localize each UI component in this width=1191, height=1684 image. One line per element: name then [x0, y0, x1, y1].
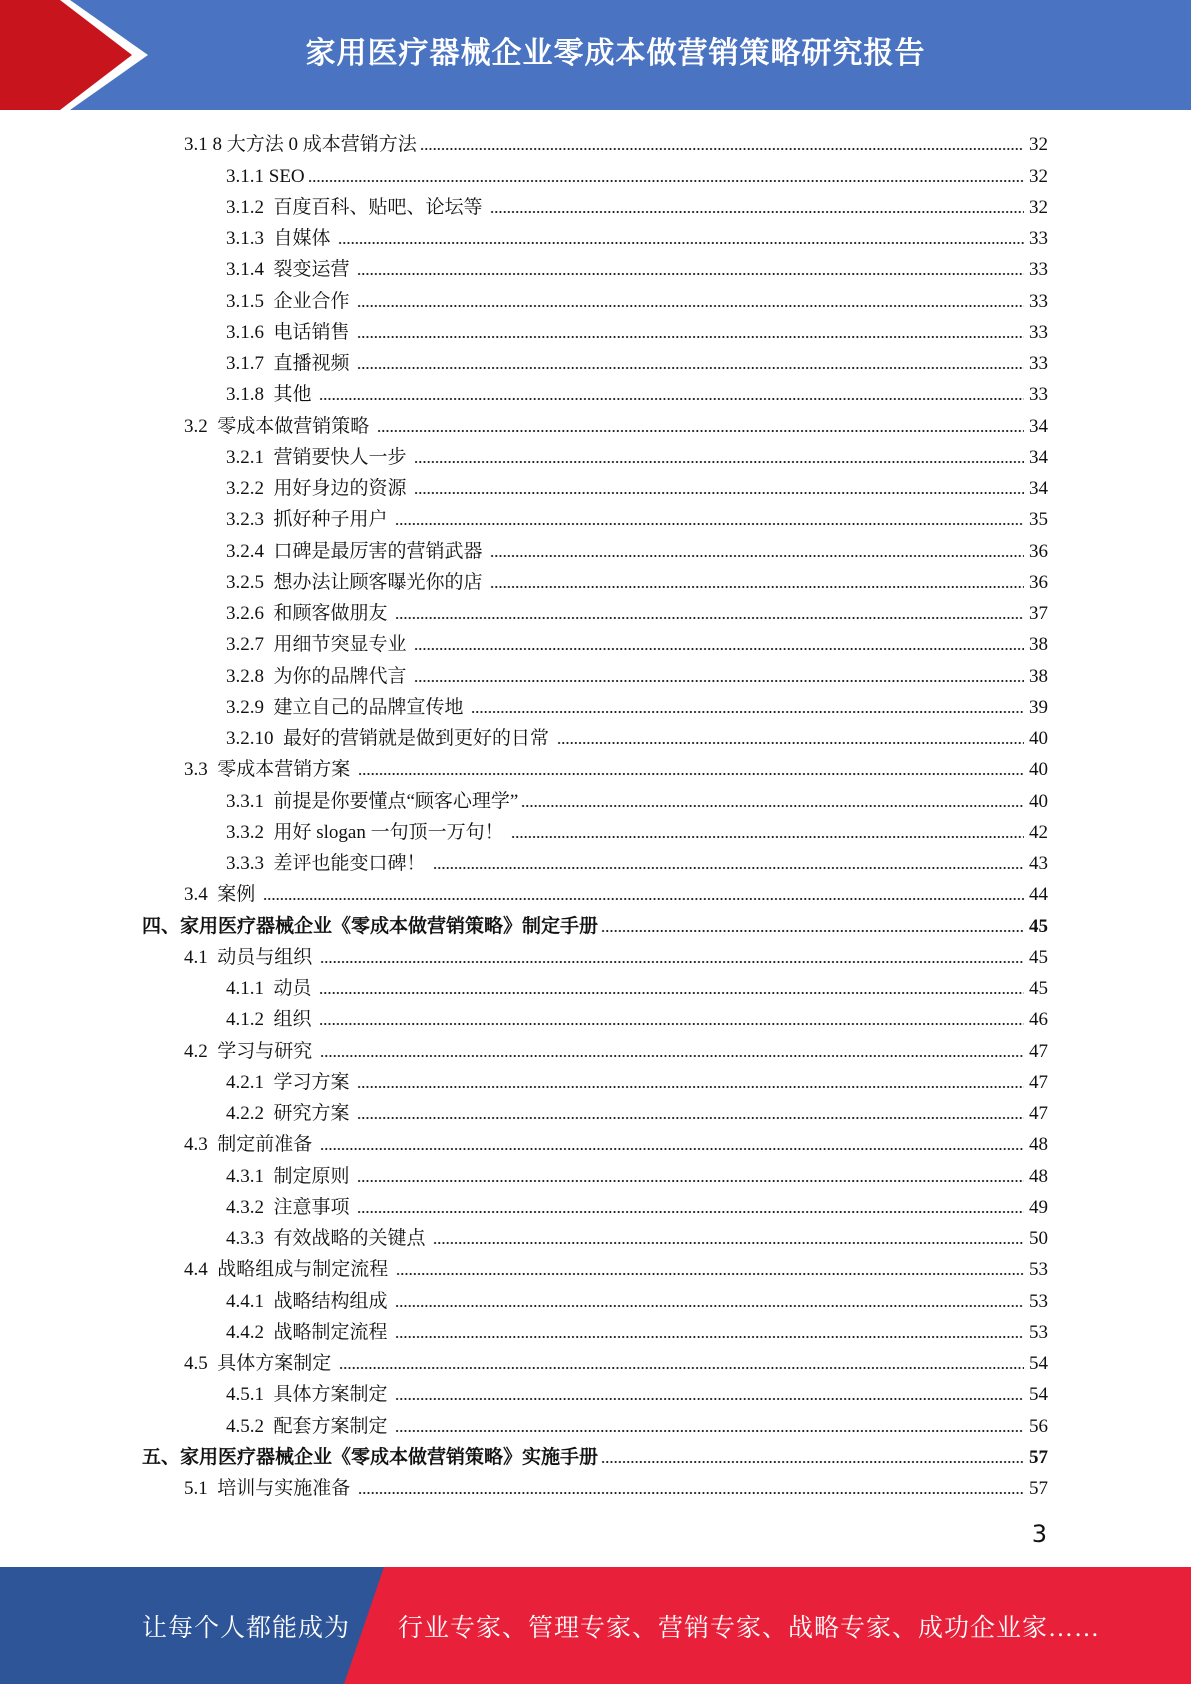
dot-leader — [319, 1022, 1024, 1026]
header-arrow-decoration — [0, 0, 160, 110]
toc-entry[interactable] — [142, 908, 1048, 939]
toc-entry-page: 33 — [1029, 228, 1048, 249]
dot-leader — [263, 897, 1024, 901]
toc-entry[interactable] — [142, 1315, 1048, 1346]
toc-entry[interactable] — [142, 815, 1048, 846]
dot-leader — [414, 460, 1024, 464]
dot-leader — [395, 616, 1024, 620]
toc-entry-page: 50 — [1029, 1228, 1048, 1249]
dot-leader — [601, 929, 1024, 933]
toc-entry-title: 4.3.3 有效战略的关键点 — [226, 1228, 431, 1249]
toc-entry[interactable] — [142, 440, 1048, 471]
toc-entry-title: 4.5 具体方案制定 — [184, 1353, 337, 1374]
page-header — [0, 0, 1191, 110]
dot-leader — [357, 1116, 1024, 1120]
dot-leader — [433, 866, 1024, 870]
dot-leader — [358, 772, 1024, 776]
toc-entry-title: 3.2.3 抓好种子用户 — [226, 509, 393, 531]
toc-entry-title: 3.2.4 口碑是最厉害的营销武器 — [226, 540, 488, 562]
toc-entry-page: 32 — [1029, 196, 1048, 218]
toc-entry-page: 48 — [1029, 1134, 1048, 1156]
toc-entry-page: 47 — [1029, 1071, 1048, 1093]
toc-entry-page: 40 — [1029, 790, 1048, 812]
dot-leader — [490, 554, 1024, 558]
dot-leader — [377, 429, 1024, 433]
toc-entry[interactable] — [142, 565, 1048, 596]
toc-entry-title: 3.3.2 用好 slogan 一句顶一万句！ — [226, 821, 509, 843]
toc-entry-title: 4.2.2 研究方案 — [226, 1103, 355, 1124]
dot-leader — [490, 585, 1024, 589]
dot-leader — [357, 366, 1024, 370]
footer-slogan-lead: 让每个人都能成为 — [142, 1614, 351, 1642]
toc-entry-page: 56 — [1029, 1415, 1048, 1437]
toc-entry-page: 45 — [1029, 978, 1048, 999]
toc-entry-page: 46 — [1029, 1009, 1048, 1031]
dot-leader — [471, 710, 1024, 714]
toc-entry[interactable] — [142, 1346, 1048, 1377]
table-of-contents — [142, 127, 1048, 1502]
toc-entry-title: 3.1.1 SEO — [226, 165, 305, 187]
dot-leader — [357, 1210, 1024, 1214]
dot-leader — [320, 1147, 1024, 1151]
dot-leader — [319, 991, 1024, 995]
toc-entry[interactable] — [142, 252, 1048, 283]
toc-entry[interactable] — [142, 502, 1048, 533]
toc-entry[interactable] — [142, 1252, 1048, 1283]
toc-entry[interactable] — [142, 315, 1048, 346]
footer-slogan-roles: 行业专家、管理专家、营销专家、战略专家、成功企业家…… — [398, 1614, 1101, 1642]
dot-leader — [395, 1304, 1024, 1308]
toc-entry-page: 35 — [1029, 509, 1048, 531]
toc-entry-page: 54 — [1029, 1353, 1048, 1374]
toc-entry-title: 3.1 8 大方法 0 成本营销方法 — [184, 134, 417, 156]
toc-entry-title: 3.2.9 建立自己的品牌宣传地 — [226, 696, 469, 718]
toc-entry-page: 36 — [1029, 571, 1048, 593]
dot-leader — [357, 335, 1024, 339]
toc-entry-page: 37 — [1029, 603, 1048, 624]
toc-entry-page: 33 — [1029, 259, 1048, 281]
toc-entry[interactable] — [142, 690, 1048, 721]
toc-entry-page: 49 — [1029, 1196, 1048, 1218]
toc-entry-page: 34 — [1029, 478, 1048, 499]
toc-entry-title: 3.2.10 最好的营销就是做到更好的日常 — [226, 728, 554, 749]
toc-entry[interactable] — [142, 1221, 1048, 1252]
dot-leader — [338, 241, 1024, 245]
dot-leader — [433, 1241, 1024, 1245]
toc-entry-page: 33 — [1029, 353, 1048, 374]
toc-entry[interactable] — [142, 1283, 1048, 1314]
dot-leader — [420, 147, 1024, 151]
toc-entry-page: 39 — [1029, 696, 1048, 718]
page-number: 3 — [1031, 1520, 1047, 1548]
toc-entry-page: 40 — [1029, 728, 1048, 749]
toc-entry[interactable] — [142, 783, 1048, 814]
toc-entry-page: 53 — [1029, 1290, 1048, 1312]
dot-leader — [320, 960, 1024, 964]
dot-leader — [557, 741, 1024, 745]
toc-entry[interactable] — [142, 940, 1048, 971]
toc-entry[interactable] — [142, 1471, 1048, 1502]
dot-leader — [521, 804, 1024, 808]
toc-entry-page: 47 — [1029, 1040, 1048, 1062]
toc-entry-title: 3.3 零成本营销方案 — [184, 759, 356, 781]
dot-leader — [396, 1272, 1024, 1276]
dot-leader — [339, 1366, 1024, 1370]
toc-entry[interactable] — [142, 877, 1048, 908]
toc-entry-title: 3.1.4 裂变运营 — [226, 259, 355, 281]
toc-entry[interactable] — [142, 971, 1048, 1002]
toc-entry[interactable] — [142, 1096, 1048, 1127]
toc-entry-page: 40 — [1029, 759, 1048, 781]
toc-entry-page: 47 — [1029, 1103, 1048, 1124]
toc-entry-title: 3.1.7 直播视频 — [226, 353, 355, 374]
toc-entry-page: 33 — [1029, 384, 1048, 406]
toc-entry-title: 五、家用医疗器械企业《零成本做营销策略》实施手册 — [142, 1446, 599, 1468]
toc-entry[interactable] — [142, 1408, 1048, 1439]
toc-entry-title: 4.1.1 动员 — [226, 978, 317, 999]
toc-entry-title: 4.5.1 具体方案制定 — [226, 1384, 393, 1406]
toc-entry-page: 54 — [1029, 1384, 1048, 1406]
toc-entry-title: 3.2.5 想办法让顾客曝光你的店 — [226, 571, 488, 593]
toc-entry[interactable] — [142, 283, 1048, 314]
dot-leader — [358, 1491, 1024, 1495]
toc-entry-page: 32 — [1029, 165, 1048, 187]
toc-entry-title: 3.2.7 用细节突显专业 — [226, 634, 412, 656]
toc-entry-page: 33 — [1029, 290, 1048, 312]
toc-entry[interactable] — [142, 627, 1048, 658]
toc-entry-page: 42 — [1029, 821, 1048, 843]
toc-entry-title: 3.1.8 其他 — [226, 384, 317, 406]
dot-leader — [395, 1335, 1024, 1339]
toc-entry[interactable] — [142, 846, 1048, 877]
toc-entry-title: 3.1.5 企业合作 — [226, 290, 355, 312]
toc-entry-page: 34 — [1029, 415, 1048, 437]
toc-entry-page: 38 — [1029, 634, 1048, 656]
toc-entry[interactable] — [142, 1065, 1048, 1096]
toc-entry[interactable] — [142, 1127, 1048, 1158]
toc-entry-title: 3.1.6 电话销售 — [226, 321, 355, 343]
toc-entry-title: 4.3.2 注意事项 — [226, 1196, 355, 1218]
page-footer — [0, 1567, 1191, 1684]
toc-entry-title: 4.1 动员与组织 — [184, 946, 318, 968]
toc-entry-title: 4.1.2 组织 — [226, 1009, 317, 1031]
toc-entry-title: 3.2 零成本做营销策略 — [184, 415, 375, 437]
toc-entry-page: 48 — [1029, 1165, 1048, 1187]
toc-entry-page: 38 — [1029, 665, 1048, 687]
toc-entry[interactable] — [142, 221, 1048, 252]
toc-entry[interactable] — [142, 377, 1048, 408]
toc-entry-page: 33 — [1029, 321, 1048, 343]
toc-entry-title: 3.3.1 前提是你要懂点“顾客心理学” — [226, 790, 519, 812]
toc-entry[interactable] — [142, 1440, 1048, 1471]
toc-entry-page: 43 — [1029, 853, 1048, 874]
dot-leader — [395, 1429, 1024, 1433]
toc-entry-page: 53 — [1029, 1259, 1048, 1281]
toc-entry[interactable] — [142, 346, 1048, 377]
toc-entry-title: 3.2.1 营销要快人一步 — [226, 446, 412, 468]
dot-leader — [319, 397, 1024, 401]
toc-entry-title: 4.4 战略组成与制定流程 — [184, 1259, 394, 1281]
toc-entry[interactable] — [142, 471, 1048, 502]
toc-entry-title: 四、家用医疗器械企业《零成本做营销策略》制定手册 — [142, 915, 599, 937]
dot-leader — [357, 1179, 1024, 1183]
dot-leader — [357, 1085, 1024, 1089]
toc-entry[interactable] — [142, 158, 1048, 189]
toc-entry[interactable] — [142, 1190, 1048, 1221]
dot-leader — [308, 179, 1024, 183]
dot-leader — [414, 679, 1024, 683]
dot-leader — [357, 272, 1024, 276]
toc-entry-page: 44 — [1029, 884, 1048, 906]
toc-entry-title: 3.2.2 用好身边的资源 — [226, 478, 412, 499]
dot-leader — [414, 491, 1024, 495]
toc-entry[interactable] — [142, 721, 1048, 752]
toc-entry-page: 45 — [1029, 915, 1048, 937]
toc-entry[interactable] — [142, 533, 1048, 564]
toc-entry[interactable] — [142, 127, 1048, 158]
toc-entry[interactable] — [142, 408, 1048, 439]
toc-entry-page: 36 — [1029, 540, 1048, 562]
toc-entry-title: 3.3.3 差评也能变口碑！ — [226, 853, 431, 874]
toc-entry-title: 4.4.2 战略制定流程 — [226, 1321, 393, 1343]
dot-leader — [395, 1397, 1024, 1401]
document-title: 家用医疗器械企业零成本做营销策略研究报告 — [305, 36, 926, 71]
toc-entry-title: 3.2.6 和顾客做朋友 — [226, 603, 393, 624]
toc-entry-page: 34 — [1029, 446, 1048, 468]
toc-entry-title: 4.4.1 战略结构组成 — [226, 1290, 393, 1312]
toc-entry-page: 45 — [1029, 946, 1048, 968]
toc-entry-page: 57 — [1029, 1478, 1048, 1499]
toc-entry[interactable] — [142, 596, 1048, 627]
toc-entry[interactable] — [142, 658, 1048, 689]
toc-entry[interactable] — [142, 190, 1048, 221]
toc-entry-title: 5.1 培训与实施准备 — [184, 1478, 356, 1499]
toc-entry-page: 53 — [1029, 1321, 1048, 1343]
toc-entry[interactable] — [142, 752, 1048, 783]
toc-entry-title: 4.3 制定前准备 — [184, 1134, 318, 1156]
toc-entry-title: 4.2.1 学习方案 — [226, 1071, 355, 1093]
dot-leader — [320, 1054, 1024, 1058]
toc-entry-title: 3.1.3 自媒体 — [226, 228, 336, 249]
toc-entry-title: 4.3.1 制定原则 — [226, 1165, 355, 1187]
toc-entry[interactable] — [142, 1033, 1048, 1064]
toc-entry-title: 4.2 学习与研究 — [184, 1040, 318, 1062]
toc-entry-page: 32 — [1029, 134, 1048, 156]
toc-entry[interactable] — [142, 1158, 1048, 1189]
toc-entry-title: 3.4 案例 — [184, 884, 261, 906]
dot-leader — [357, 304, 1024, 308]
dot-leader — [601, 1460, 1024, 1464]
toc-entry-title: 4.5.2 配套方案制定 — [226, 1415, 393, 1437]
toc-entry[interactable] — [142, 1002, 1048, 1033]
dot-leader — [490, 210, 1024, 214]
toc-entry-title: 3.2.8 为你的品牌代言 — [226, 665, 412, 687]
toc-entry-page: 57 — [1029, 1446, 1048, 1468]
dot-leader — [511, 835, 1024, 839]
toc-entry[interactable] — [142, 1377, 1048, 1408]
dot-leader — [414, 647, 1024, 651]
dot-leader — [395, 522, 1024, 526]
toc-entry-title: 3.1.2 百度百科、贴吧、论坛等 — [226, 196, 488, 218]
